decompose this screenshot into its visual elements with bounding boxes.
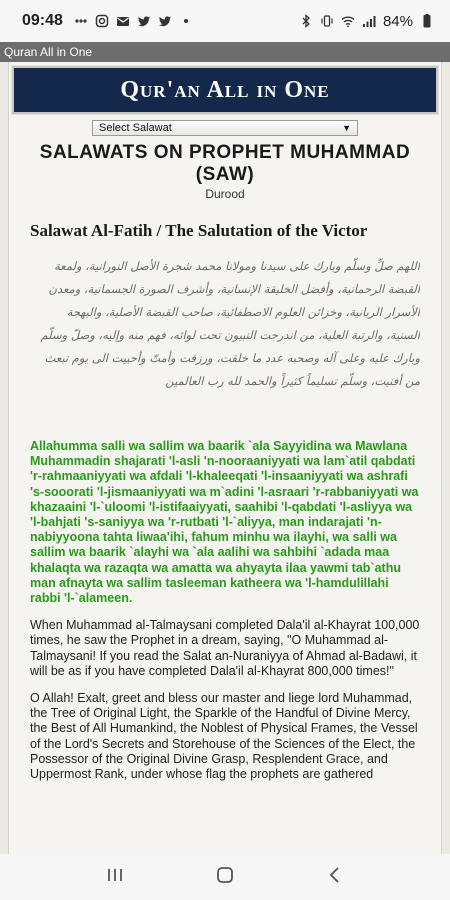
instagram-icon	[95, 14, 109, 28]
content-scroll-area[interactable]	[0, 62, 450, 854]
recents-icon	[104, 864, 126, 891]
vibrate-icon	[320, 14, 334, 28]
arabic-text: اللهم صلِّ وسلّم وبارك على سيدنا ومولانا محمد شجرة الأصل النورانية، ولمعة القبضة الرحمانية، وأفضل الخليقة الإنسانية، وأشرف الصورة الجسمانية، ومعدن الأسرار الربانية، وخزائن العلوم الاصطفائية، صاحب القبضة الأصلية، والبهجة السنية، والرتبة العلية، من اندرجت النبيون تحت لوائه، فهم منه وإليه، وصلّ وسلّم وبارك عليه وعلى آله وصحبه عدد ما خلقت، ورزقت وأمتّ وأحييت الى يوم تبعث من أفنيت، وسلّم تسليماً كثيراً والحمد لله رب العالمين	[40, 259, 420, 388]
page-subtitle: Durood	[205, 187, 245, 201]
wifi-icon	[341, 14, 355, 28]
select-wrap	[12, 120, 438, 136]
back-icon	[324, 864, 346, 891]
mail-icon	[116, 14, 130, 28]
dots-icon	[74, 14, 88, 28]
paragraph-translation: O Allah! Exalt, greet and bless our master and liege lord Muhammad, the Tree of Original Light, the Sparkle of the Handful of Divine Mercy, the Best of All Humankind, the Noblest of Physical Frames, the Vessel of the Lord's Secrets and Storehouse of the Sciences of the Elect, the Possessor of the Original Divine Grasp, Resplendent Grace, and Uppermost Rank, under whose flag the prophets are gathered	[30, 691, 418, 782]
banner-title: Qur'an All in One	[120, 76, 330, 103]
status-bar	[0, 0, 450, 42]
salawat-select-value: Select Salawat	[99, 122, 172, 134]
home-icon	[214, 864, 236, 891]
dot-icon	[179, 14, 193, 28]
header-banner	[12, 66, 438, 114]
app-titlebar: Quran All in One	[0, 42, 450, 62]
dropdown-arrow-icon: ▼	[342, 123, 351, 133]
status-time: 09:48	[22, 12, 63, 29]
signal-icon	[362, 14, 376, 28]
system-nav-bar	[0, 854, 450, 900]
battery-icon	[420, 14, 434, 28]
home-button[interactable]	[205, 857, 245, 897]
page-sheet	[8, 62, 442, 854]
section-title: Salawat Al-Fatih / The Salutation of the Victor	[30, 221, 368, 240]
status-right	[299, 13, 434, 30]
twitter-icon	[158, 14, 172, 28]
twitter-icon	[137, 14, 151, 28]
salawat-select[interactable]	[92, 120, 358, 136]
page-title: SALAWATS ON PROPHET MUHAMMAD (SAW)	[39, 142, 411, 185]
status-left	[22, 12, 193, 30]
paragraph-dream: When Muhammad al-Talmaysani completed Dala'il al-Khayrat 100,000 times, he saw the Prophet in a dream, saying, "O Muhammad al-Talmaysani! If you read the Salat an-Nuraniyya of Ahmad al-Badawi, it will be as if you have completed Dala'il al-Khayrat 800,000 times!"	[30, 618, 420, 678]
transliteration-text: Allahumma salli wa sallim wa baarik `ala Sayyidina wa Mawlana Muhammadin shajarati 'l-asli 'n-nooraaniyyati wa lam`atil qabdati 'r-rahmaaniyyati wa afdali 'l-khaleeqati 'l-insaaniyyati wa ashrafi 's-sooorati 'l-jismaaniyyati wa m`adini 'l-asraari 'r-rabbaniyyati wa khazaaini 'l-`uloomi 'l-istifaaiyyati, saahibi 'l-qabdati 'l-asliyya wa 'l-bahjati 's-saniyya wa 'r-rutbati 'l-`aliyya, man indarajati 'n-nabiyyoona tahta liwaa'ihi, fahum minhu wa ilayhi, wa salli wa sallim wa baarik `alayhi wa `ala aalihi wa sahbihi `adada maa khalaqta wa razaqta wa amatta wa ahyayta ilaa yawmi tab`athu man afnayta wa sallim tasleeman katheera wa 'l-hamdulillahi rabbi 'l-`alameen.	[30, 439, 419, 606]
battery-percent: 84%	[382, 12, 413, 30]
recents-button[interactable]	[95, 857, 135, 897]
back-button[interactable]	[315, 857, 355, 897]
bluetooth-icon	[299, 14, 313, 28]
